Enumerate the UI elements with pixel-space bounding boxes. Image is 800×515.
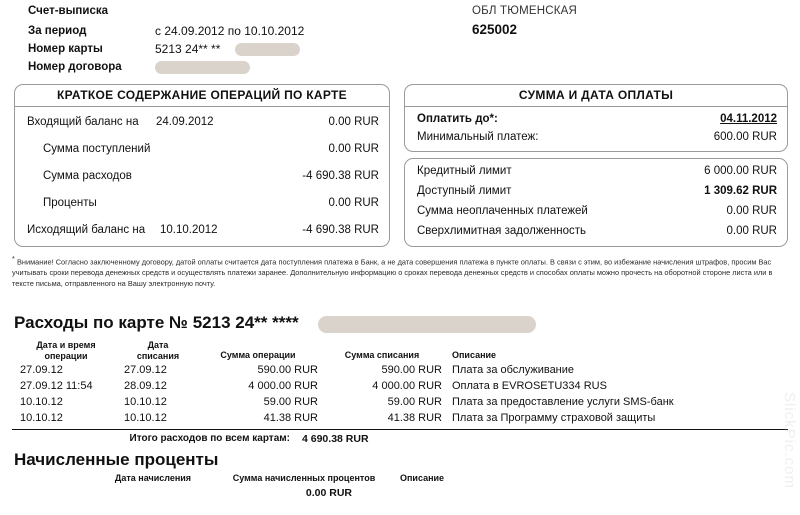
cell-operation-datetime: 27.09.12 — [20, 364, 63, 376]
row-label: Кредитный лимит — [417, 165, 512, 177]
row-label: Исходящий баланс на — [27, 224, 146, 236]
row-label: Сумма расходов — [43, 170, 132, 182]
cell-operation-datetime: 10.10.12 — [20, 412, 63, 424]
cell-operation-datetime: 27.09.12 11:54 — [20, 380, 93, 392]
expenses-total-divider — [12, 429, 788, 430]
footnote-text: Внимание! Согласно заключенному договору, датой оплаты считается дата поступления платежа в Банк, а не дата совершения платежа в пункте оплаты. В связи с этим, во избежание начисления штрафов, просим Вас учитывать сроки перевода денежных средств и осуществлять платежи заранее. Дополнительную информацию о сроках перевода денежных средств и способах оплаты можно прочесть на оборотной стороне листа или в тексте письма, отправленного на Вашу электронную почту. — [12, 257, 773, 288]
cell-posting-date: 27.09.12 — [124, 364, 167, 376]
table-row — [405, 165, 787, 182]
slickpic-watermark: SlickPic.com — [781, 392, 798, 490]
column-header-operation-datetime: Дата и время операции — [36, 340, 96, 361]
cell-description: Плата за предоставление услуги SMS-банк — [452, 396, 674, 408]
payment-amount-date-panel — [404, 84, 788, 152]
row-amount: 0.00 RUR — [726, 225, 777, 237]
cell-operation-amount: 590.00 RUR — [257, 364, 318, 376]
cell-operation-datetime: 10.10.12 — [20, 396, 63, 408]
region-name: ОБЛ ТЮМЕНСКАЯ — [472, 5, 578, 17]
cell-description: Плата за Программу страховой защиты — [452, 412, 656, 424]
period-label: За период — [28, 25, 87, 37]
cell-posted-amount: 59.00 RUR — [387, 396, 442, 408]
table-row — [15, 143, 389, 160]
row-label: Сумма неоплаченных платежей — [417, 205, 588, 217]
row-label: Сверхлимитная задолженность — [417, 225, 587, 237]
card-number-label: Номер карты — [28, 43, 103, 55]
card-operations-summary-panel — [14, 84, 390, 247]
row-amount: 0.00 RUR — [328, 197, 379, 209]
expenses-card-redaction — [318, 316, 536, 333]
cell-operation-amount: 59.00 RUR — [263, 396, 318, 408]
payment-panel-title: СУММА И ДАТА ОПЛАТЫ — [405, 85, 787, 107]
minimum-payment-value: 600.00 RUR — [713, 131, 777, 143]
summary-panel-body — [15, 107, 389, 246]
row-label: Доступный лимит — [417, 185, 512, 197]
table-row — [15, 197, 389, 214]
row-date: 10.10.2012 — [160, 224, 218, 236]
row-amount: -4 690.38 RUR — [302, 170, 379, 182]
interest-total-amount: 0.00 RUR — [305, 487, 352, 499]
expenses-total-label: Итого расходов по всем картам: — [129, 433, 290, 444]
expenses-section-title: Расходы по карте № 5213 24** **** — [14, 313, 299, 332]
card-number-value: 5213 24** ** — [155, 42, 221, 56]
cell-posting-date: 28.09.12 — [124, 380, 167, 392]
row-label: Входящий баланс на — [27, 116, 139, 128]
cell-operation-amount: 4 000.00 RUR — [248, 380, 318, 392]
table-row — [15, 170, 389, 187]
row-amount: 0.00 RUR — [328, 116, 379, 128]
contract-number-label: Номер договора — [28, 61, 122, 73]
row-label: Сумма поступлений — [43, 143, 151, 155]
document-header — [0, 0, 800, 78]
document-title: Счет-выписка — [28, 5, 108, 17]
row-amount: 6 000.00 RUR — [704, 165, 777, 177]
summary-panel-title: КРАТКОЕ СОДЕРЖАНИЕ ОПЕРАЦИЙ ПО КАРТЕ — [15, 85, 389, 107]
column-header-accrued-interest-amount: Сумма начисленных процентов — [232, 473, 376, 483]
payment-due-row — [405, 113, 787, 130]
row-amount: -4 690.38 RUR — [302, 224, 379, 236]
column-header-description: Описание — [452, 350, 497, 360]
card-number-redaction — [235, 43, 300, 56]
region-code: 625002 — [472, 22, 518, 37]
interest-section-title: Начисленные проценты — [14, 450, 219, 469]
due-date-value: 04.11.2012 — [720, 113, 777, 125]
cell-posted-amount: 4 000.00 RUR — [372, 380, 442, 392]
column-header-posting-date: Дата списания — [136, 340, 180, 361]
cell-operation-amount: 41.38 RUR — [263, 412, 318, 424]
row-amount: 1 309.62 RUR — [704, 185, 777, 197]
row-date: 24.09.2012 — [156, 116, 214, 128]
column-header-operation-amount: Сумма операции — [220, 350, 296, 360]
column-header-interest-description: Описание — [400, 473, 445, 483]
footnote-marker: * — [12, 254, 15, 263]
period-value: с 24.09.2012 по 10.10.2012 — [155, 24, 305, 38]
payment-terms-footnote — [12, 254, 790, 289]
cell-posting-date: 10.10.12 — [124, 396, 167, 408]
limits-panel-body — [405, 159, 787, 246]
expenses-total-value: 4 690.38 RUR — [302, 433, 369, 445]
row-amount: 0.00 RUR — [726, 205, 777, 217]
due-date-label: Оплатить до*: — [417, 113, 498, 125]
minimum-payment-label: Минимальный платеж: — [417, 131, 539, 143]
table-row — [405, 225, 787, 242]
contract-number-redaction — [155, 61, 250, 74]
column-header-accrual-date: Дата начисления — [114, 473, 192, 483]
cell-posting-date: 10.10.12 — [124, 412, 167, 424]
cell-description: Оплата в EVROSETU334 RUS — [452, 380, 607, 392]
cell-posted-amount: 590.00 RUR — [381, 364, 442, 376]
table-row — [405, 185, 787, 202]
minimum-payment-row — [405, 131, 787, 148]
cell-description: Плата за обслуживание — [452, 364, 575, 376]
table-row — [405, 205, 787, 222]
credit-limits-panel — [404, 158, 788, 247]
table-row — [15, 224, 389, 241]
payment-panel-body — [405, 107, 787, 151]
row-label: Проценты — [43, 197, 97, 209]
table-row — [15, 116, 389, 133]
cell-posted-amount: 41.38 RUR — [387, 412, 442, 424]
row-amount: 0.00 RUR — [328, 143, 379, 155]
column-header-posted-amount: Сумма списания — [344, 350, 420, 360]
